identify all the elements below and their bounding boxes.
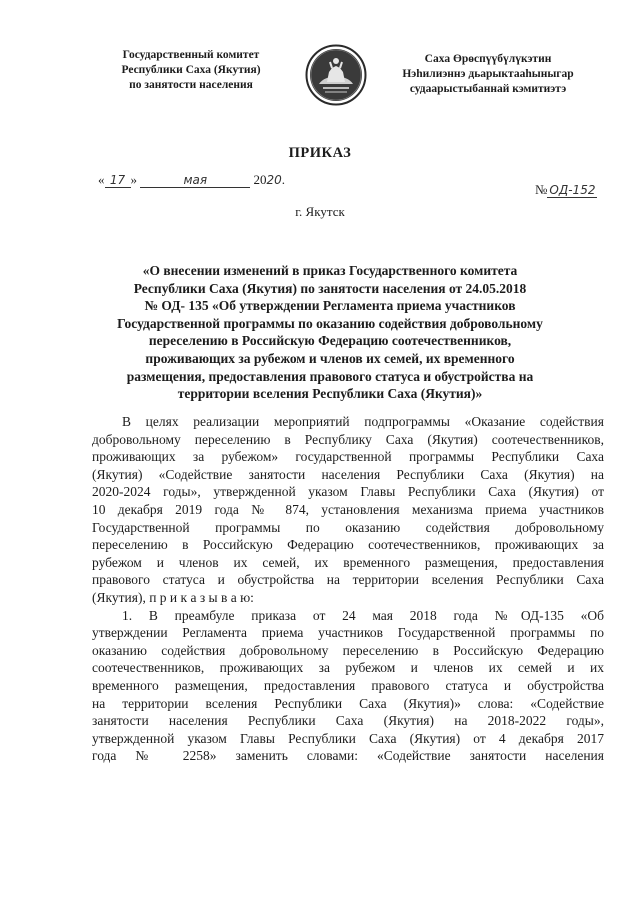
body-line: утвержденной указом Главы Республики Саха (Якутия) от 4 декабря 2017 xyxy=(92,730,604,746)
document-date: « 17 » мая 2020. xyxy=(98,172,286,187)
org-name-sakha xyxy=(368,52,608,97)
number-prefix: № xyxy=(535,182,548,197)
document-title: ПРИКАЗ xyxy=(288,145,352,161)
body-line: В целях реализации мероприятий подпрограммы «Оказание содействия xyxy=(122,414,604,429)
heading-line: размещения, предоставления правового статуса и обустройства на xyxy=(126,368,534,384)
org-ru-line: Республики Саха (Якутия) xyxy=(121,64,261,76)
body-line: Государственной программы по оказанию содействия добровольному xyxy=(92,519,604,535)
heading-line: переселению в Российскую Федерацию соотечественников, xyxy=(148,333,512,349)
date-year-suffix: 20 xyxy=(266,173,282,187)
body-line: проживающих за рубежом» государственной программы Республики Саха xyxy=(92,449,604,465)
heading-line: Республики Саха (Якутия) по занятости населения от 24.05.2018 xyxy=(133,280,527,296)
document-number xyxy=(535,182,597,198)
body-line: (Якутия) «Содействие занятости населения Республики Саха (Якутия) на xyxy=(92,466,604,482)
coat-of-arms-icon xyxy=(305,44,367,106)
body-line: (Якутия), п р и к а з ы в а ю: xyxy=(92,589,254,605)
date-close-quote: » xyxy=(130,172,137,187)
heading-line: «О внесении изменений в приказ Государственного комитета xyxy=(142,263,518,278)
body-line: соотечественников, проживающих за рубежом и членов их семей и их xyxy=(92,660,604,676)
org-sakha-line: судаарыстыбаннай кэмитиэтэ xyxy=(409,83,567,95)
date-month: мая xyxy=(140,173,250,188)
body-line: переселению в Российскую Федерацию соотечественников, проживающих за xyxy=(92,537,604,553)
heading-line: Государственной программы по оказанию содействия добровольному xyxy=(117,315,543,331)
date-open-quote: « xyxy=(98,172,105,187)
body-line: оказанию содействия добровольному переселению в Российскую Федерацию xyxy=(92,642,604,658)
body-line: на территории вселения Республики Саха (Якутия)» слова: «Содействие xyxy=(92,695,604,711)
document-city: г. Якутск xyxy=(295,204,345,219)
body-line: 1. В преамбуле приказа от 24 мая 2018 года №ОД-135 «Об xyxy=(122,607,604,623)
body-line: добровольному переселению в Республику Саха (Якутия) соотечественников, xyxy=(92,431,604,447)
document-body xyxy=(92,413,604,765)
date-year-prefix: 20 xyxy=(253,172,267,187)
heading-line: территории вселения Республики Саха (Якутия)» xyxy=(177,386,483,402)
number-value: ОД-152 xyxy=(549,183,596,197)
body-line: года № 2258» заменить словами: «Содействие занятости населения xyxy=(92,748,604,764)
heading-line: № ОД- 135 «Об утверждении Регламента приема участников xyxy=(144,298,516,314)
heading-line: проживающих за рубежом и членов их семей, их временного xyxy=(145,350,515,366)
body-line: рубежом и членов их семей, их временного размещения, предоставления xyxy=(92,554,604,570)
org-ru-line: по занятости населения xyxy=(129,79,253,91)
document-heading xyxy=(110,262,550,403)
org-name-russian xyxy=(86,48,296,93)
org-sakha-line: Саха Өрөспүүбүлүкэтин xyxy=(424,53,552,65)
body-line: 10 декабря 2019 года № 874, установления механизма приема участников xyxy=(92,501,604,517)
body-line: правового статуса и обустройства на территории вселения Республики Саха xyxy=(92,572,604,588)
org-ru-line: Государственный комитет xyxy=(122,49,260,61)
date-day: 17 xyxy=(105,173,131,188)
body-line: занятости населения Республики Саха (Якутия) на 2018-2022 годы», xyxy=(92,713,604,729)
body-line: временного размещения, предоставления правового статуса и обустройства xyxy=(92,677,604,693)
body-line: утверждении Регламента приема участников Государственной программы по xyxy=(92,625,604,641)
org-sakha-line: Нэһилиэннэ дьарыктааһыныгар xyxy=(402,68,574,80)
body-line: 2020-2024 годы», утвержденной указом Главы Республики Саха (Якутия) от xyxy=(92,484,604,500)
